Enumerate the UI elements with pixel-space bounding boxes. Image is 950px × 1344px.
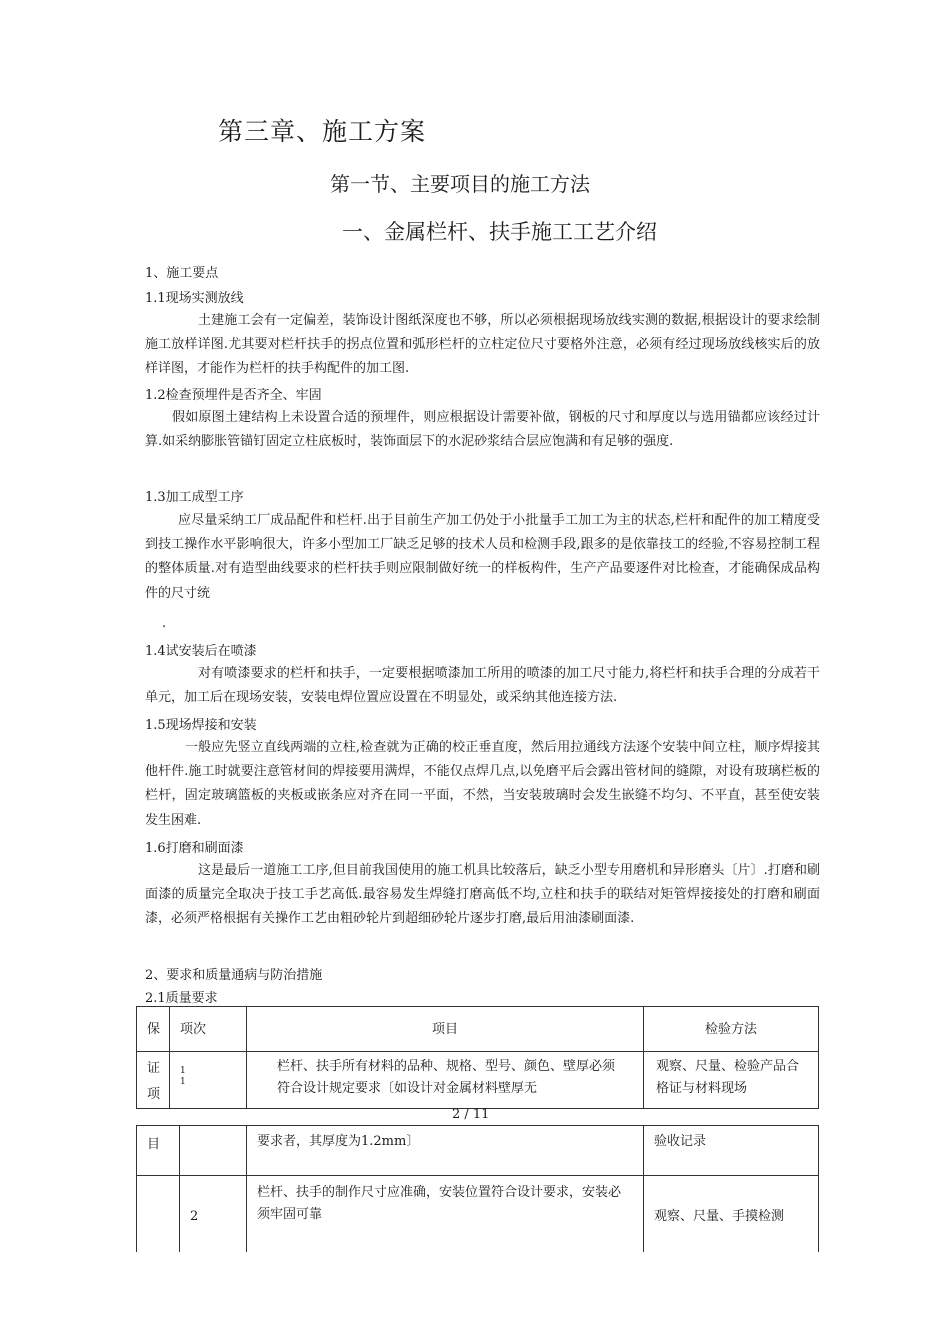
- paragraph-1-2: 假如原图土建结构上未设置合适的预埋件，则应根据设计需要补做，钢板的尺寸和厚度以与选用锚都应该经过计算.如采纳膨胀管锚钉固定立柱底板时，装饰面层下的水泥砂浆结合层应饱满和有足够的强度.: [145, 410, 820, 450]
- table-cont-method: 验收记录: [644, 1126, 819, 1176]
- heading-1-4: 1.4试安装后在喷漆: [145, 644, 257, 659]
- quality-table: [136, 1006, 819, 1109]
- chapter-title: 第三章、施工方案: [218, 117, 427, 146]
- table-cont-item: 要求者，其厚度为1.2mm〕: [247, 1126, 644, 1176]
- heading-2: 2、要求和质量通病与防治措施: [145, 968, 323, 983]
- table-row1-seq-a: 1: [180, 1066, 186, 1076]
- table-header-method: 检验方法: [644, 1007, 819, 1052]
- subsection-title: 一、金属栏杆、扶手施工工艺介绍: [342, 220, 657, 244]
- table-row1-seq: [170, 1052, 247, 1109]
- table-side-label-cont: 目: [137, 1126, 180, 1176]
- heading-1-5: 1.5现场焊接和安装: [145, 718, 257, 733]
- table-header-seq: 项次: [170, 1007, 247, 1052]
- quality-table-continued: [136, 1125, 819, 1252]
- table-row2-side: [137, 1176, 180, 1252]
- paragraph-1-6: 这是最后一道施工工序,但目前我国使用的施工机具比较落后，缺乏小型专用磨机和异形磨头〔片〕.打磨和刷面漆的质量完全取决于技工手艺高低.最容易发生焊缝打磨高低不均,立柱和扶手的联结对矩管焊接接处的打磨和刷面漆，必须严格根据有关操作工艺由粗砂轮片到超细砂轮片逐步打磨,最后用油漆刷面漆.: [145, 863, 820, 927]
- table-row2-method: 观察、尺量、手摸检测: [644, 1176, 819, 1252]
- paragraph-1-4: 对有喷漆要求的栏杆和扶手，一定要根据喷漆加工所用的喷漆的加工尺寸能力,将栏杆和扶手合理的分成若干单元，加工后在现场安装，安装电焊位置应设置在不明显处，或采纳其他连接方法.: [145, 666, 820, 706]
- table-row2-seq: 2: [180, 1176, 247, 1252]
- table-header-item: 项目: [247, 1007, 644, 1052]
- table-cont-seq: [180, 1126, 247, 1176]
- heading-1-1: 1.1现场实测放线: [145, 291, 244, 306]
- table-header-bao: 保: [137, 1007, 170, 1052]
- heading-1-2: 1.2检查预埋件是否齐全、牢固: [145, 388, 322, 403]
- paragraph-1-5: 一般应先竖立直线两端的立柱,检查就为正确的校正垂直度，然后用拉通线方法逐个安装中间立柱，顺序焊接其他杆件.施工时就要注意管材间的焊接要用满焊，不能仅点焊几点,以免磨平后会露出管材间的缝隙，对设有玻璃栏板的栏杆，固定玻璃篮板的夹板或嵌条应对齐在同一平面，不然，当安装玻璃时会发生嵌缝不均匀、不平直，甚至使安装发生困难.: [145, 740, 820, 828]
- heading-2-1: 2.1质量要求: [145, 991, 218, 1006]
- table-row1-seq-b: 1: [180, 1077, 186, 1087]
- heading-1-3: 1.3加工成型工序: [145, 490, 244, 505]
- paragraph-1-1: 土建施工会有一定偏差，装饰设计图纸深度也不够，所以必须根据现场放线实测的数据,根据设计的要求绘制施工放样详图.尤其要对栏杆扶手的拐点位置和弧形栏杆的立柱定位尺寸要格外注意，必须有经过现场放线核实后的放样详图，才能作为栏杆的扶手构配件的加工图.: [145, 313, 820, 377]
- table-row1-method: 观察、尺量、检验产品合格证与材料现场: [644, 1052, 819, 1109]
- table-side-label: 证项: [137, 1052, 170, 1109]
- table-row1-item: 栏杆、扶手所有材料的品种、规格、型号、颜色、壁厚必须符合设计规定要求〔如设计对金属材料壁厚无: [247, 1052, 644, 1109]
- paragraph-1-3: 应尽量采纳工厂成品配件和栏杆.出于目前生产加工仍处于小批量手工加工为主的状态,栏杆和配件的加工精度受到技工操作水平影响很大，许多小型加工厂缺乏足够的技术人员和检测手段,跟多的是依靠技工的经验,不容易控制工程的整体质量.对有造型曲线要求的栏杆扶手则应限制做好统一的样板构件，生产产品要逐件对比检查，才能确保成品构件的尺寸统: [145, 513, 820, 601]
- page-number: 2 / 11: [452, 1107, 490, 1122]
- section-title: 第一节、主要项目的施工方法: [330, 172, 590, 196]
- paragraph-1-3-tail: .: [162, 616, 167, 631]
- table-row2-item: 栏杆、扶手的制作尺寸应准确，安装位置符合设计要求，安装必须牢固可靠: [247, 1176, 644, 1252]
- heading-1-6: 1.6打磨和刷面漆: [145, 841, 244, 856]
- heading-1: 1、施工要点: [145, 266, 219, 281]
